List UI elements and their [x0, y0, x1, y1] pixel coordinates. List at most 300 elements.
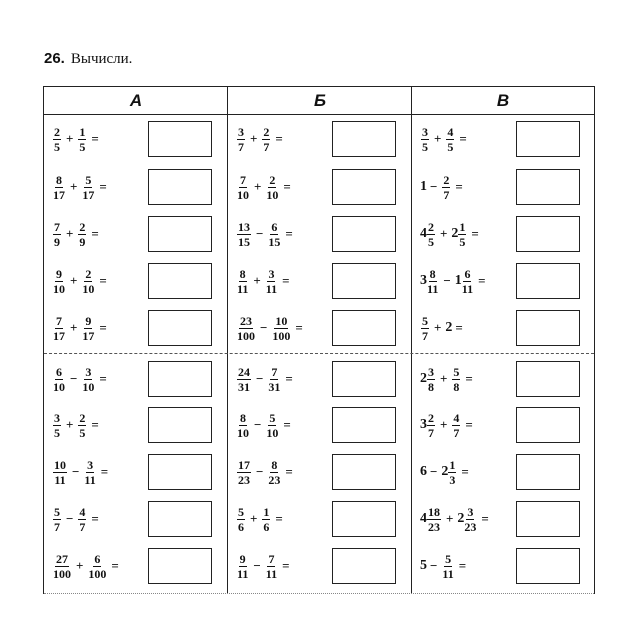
exercise-v-5 — [420, 308, 464, 348]
denominator: 5 — [447, 139, 454, 154]
operator: + — [70, 320, 78, 335]
fraction — [53, 315, 65, 342]
numerator: 9 — [56, 266, 62, 281]
whole-part: 3 — [420, 417, 427, 432]
exercise-v-9 — [420, 499, 490, 539]
numerator: 2 — [79, 219, 86, 234]
exercise-a-5 — [52, 308, 108, 348]
whole-part: 4 — [420, 511, 427, 526]
fraction — [82, 268, 94, 295]
denominator: 7 — [263, 139, 270, 154]
exercise-a-2 — [52, 167, 108, 207]
expression — [52, 553, 120, 580]
fraction — [262, 126, 270, 153]
numerator: 2 — [263, 124, 270, 139]
exercise-table — [43, 86, 595, 594]
expression — [236, 174, 292, 201]
exercise-a-7 — [52, 405, 100, 445]
expression — [420, 459, 470, 486]
answer-box-v-6[interactable] — [516, 361, 580, 397]
fraction — [53, 506, 61, 533]
operator: = — [91, 417, 99, 432]
fraction — [237, 366, 251, 393]
exercise-b-10 — [236, 546, 291, 586]
column-divider — [227, 87, 228, 594]
denominator: 17 — [53, 328, 65, 343]
exercise-b-2 — [236, 167, 292, 207]
operator: − — [254, 417, 262, 432]
fraction — [237, 459, 251, 486]
numerator: 3 — [238, 124, 244, 139]
fraction — [53, 174, 65, 201]
numerator: 7 — [240, 172, 246, 187]
fraction — [427, 268, 438, 295]
answer-box-a-10[interactable] — [148, 548, 212, 584]
denominator: 23 — [428, 519, 440, 534]
operator: + — [250, 131, 258, 146]
denominator: 10 — [82, 281, 95, 296]
fraction — [237, 174, 249, 201]
fraction — [237, 221, 251, 248]
fraction — [266, 268, 277, 295]
numerator: 8 — [239, 266, 246, 281]
answer-box-v-9[interactable] — [516, 501, 580, 537]
numerator: 9 — [239, 551, 246, 566]
numerator: 2 — [85, 266, 92, 281]
fraction — [53, 553, 71, 580]
whole-part: 1 — [454, 273, 462, 288]
numerator: 8 — [271, 457, 278, 472]
fraction — [82, 366, 94, 393]
operator: = — [99, 179, 107, 194]
expression — [236, 366, 294, 393]
whole-number: 1 — [420, 179, 427, 194]
fraction — [421, 315, 429, 342]
operator: + — [70, 273, 78, 288]
numerator: 5 — [54, 504, 60, 519]
answer-box-b-5[interactable] — [332, 310, 396, 346]
numerator: 6 — [464, 266, 471, 281]
expression — [236, 412, 292, 439]
whole-part: 3 — [420, 273, 427, 288]
numerator: 3 — [54, 410, 60, 425]
operator: = — [285, 464, 293, 479]
expression — [52, 174, 108, 201]
denominator: 6 — [263, 519, 270, 534]
fraction — [237, 126, 245, 153]
denominator: 6 — [238, 519, 244, 534]
numerator: 2 — [79, 410, 86, 425]
numerator: 2 — [428, 219, 434, 234]
operator: + — [66, 226, 74, 241]
answer-box-v-8[interactable] — [516, 454, 580, 490]
expression — [420, 412, 474, 439]
numerator: 5 — [269, 410, 276, 425]
operator: + — [76, 558, 84, 573]
operator: − — [253, 558, 261, 573]
operator: = — [465, 371, 473, 386]
expression — [420, 268, 487, 295]
exercise-b-8 — [236, 452, 294, 492]
fraction — [442, 553, 453, 580]
fraction — [266, 553, 277, 580]
expression — [420, 506, 490, 533]
exercise-v-10 — [420, 546, 467, 586]
operator: − — [256, 464, 264, 479]
fraction — [237, 268, 248, 295]
numerator: 4 — [79, 504, 86, 519]
fraction — [266, 174, 278, 201]
answer-box-b-8[interactable] — [332, 454, 396, 490]
exercise-instruction: Вычисли. — [70, 51, 133, 67]
column-header-v: В — [412, 87, 594, 115]
exercise-a-6 — [52, 359, 108, 399]
numerator: 2 — [443, 172, 450, 187]
answer-box-b-2[interactable] — [332, 169, 396, 205]
denominator: 100 — [272, 328, 291, 343]
answer-box-b-6[interactable] — [332, 361, 396, 397]
operator: − — [430, 558, 438, 573]
fraction — [237, 506, 245, 533]
answer-box-b-4[interactable] — [332, 263, 396, 299]
denominator: 11 — [237, 566, 249, 581]
fraction — [53, 366, 65, 393]
mixed-number — [420, 412, 436, 439]
fraction — [82, 315, 94, 342]
expression — [236, 506, 284, 533]
whole-part: 2 — [420, 371, 427, 386]
operator: = — [111, 558, 119, 573]
whole-number: 2 — [445, 320, 453, 335]
numerator: 6 — [94, 551, 101, 566]
numerator: 24 — [238, 364, 250, 379]
operator: = — [465, 417, 473, 432]
denominator: 23 — [268, 472, 281, 487]
denominator: 17 — [82, 328, 95, 343]
answer-box-a-6[interactable] — [148, 361, 212, 397]
numerator: 1 — [459, 219, 466, 234]
denominator: 7 — [453, 425, 460, 440]
expression — [236, 268, 291, 295]
exercise-b-7 — [236, 405, 292, 445]
exercise-b-1 — [236, 119, 284, 159]
answer-box-v-3[interactable] — [516, 216, 580, 252]
denominator: 11 — [84, 472, 96, 487]
denominator: 15 — [268, 234, 281, 249]
denominator: 10 — [82, 379, 95, 394]
operator: − — [256, 226, 264, 241]
numerator: 7 — [54, 219, 60, 234]
expression — [52, 506, 100, 533]
numerator: 6 — [271, 219, 278, 234]
expression — [236, 221, 294, 248]
operator: = — [91, 226, 99, 241]
mixed-number — [455, 268, 474, 295]
numerator: 8 — [429, 266, 436, 281]
expression — [52, 366, 108, 393]
operator: − — [66, 511, 74, 526]
denominator: 10 — [266, 425, 279, 440]
denominator: 5 — [54, 139, 60, 154]
numerator: 8 — [240, 410, 246, 425]
answer-box-b-3[interactable] — [332, 216, 396, 252]
operator: = — [455, 320, 463, 335]
denominator: 7 — [238, 139, 244, 154]
numerator: 5 — [85, 172, 92, 187]
numerator: 23 — [240, 313, 252, 328]
operator: = — [458, 558, 467, 573]
denominator: 17 — [53, 187, 65, 202]
expression — [236, 315, 304, 342]
exercise-v-4 — [420, 261, 487, 301]
denominator: 11 — [461, 281, 474, 296]
fraction — [53, 221, 61, 248]
numerator: 10 — [275, 313, 288, 328]
numerator: 1 — [263, 504, 270, 519]
answer-box-a-2[interactable] — [148, 169, 212, 205]
exercise-v-2 — [420, 167, 464, 207]
whole-part: 2 — [457, 511, 465, 526]
exercise-b-4 — [236, 261, 291, 301]
fraction — [452, 412, 460, 439]
denominator: 5 — [79, 425, 86, 440]
operator: = — [455, 179, 463, 194]
answer-box-a-9[interactable] — [148, 501, 212, 537]
operator: = — [283, 179, 291, 194]
denominator: 10 — [266, 187, 279, 202]
numerator: 7 — [271, 364, 278, 379]
exercise-a-3 — [52, 214, 100, 254]
expression — [420, 315, 464, 342]
operator: = — [481, 511, 489, 526]
denominator: 100 — [237, 328, 255, 343]
answer-box-b-9[interactable] — [332, 501, 396, 537]
expression — [236, 126, 284, 153]
operator: = — [283, 417, 291, 432]
answer-box-b-10[interactable] — [332, 548, 396, 584]
fraction — [272, 315, 290, 342]
whole-part: 2 — [451, 226, 459, 241]
numerator: 4 — [447, 124, 454, 139]
fraction — [446, 126, 454, 153]
column-header-b: Б — [228, 87, 412, 115]
denominator: 5 — [422, 139, 428, 154]
exercise-number: 26. — [44, 50, 65, 67]
numerator: 2 — [428, 410, 434, 425]
operator: + — [66, 417, 74, 432]
numerator: 3 — [428, 364, 434, 379]
answer-box-v-2[interactable] — [516, 169, 580, 205]
whole-part: 4 — [420, 226, 427, 241]
answer-box-b-1[interactable] — [332, 121, 396, 157]
denominator: 7 — [422, 328, 428, 343]
fraction — [237, 553, 248, 580]
fraction — [458, 221, 466, 248]
whole-number: 5 — [420, 558, 427, 573]
operator: = — [478, 273, 486, 288]
fraction — [427, 366, 435, 393]
operator: − — [256, 371, 264, 386]
answer-box-a-1[interactable] — [148, 121, 212, 157]
exercise-a-4 — [52, 261, 108, 301]
exercise-b-9 — [236, 499, 284, 539]
fraction — [53, 126, 61, 153]
expression — [420, 221, 480, 248]
denominator: 23 — [238, 472, 250, 487]
denominator: 5 — [54, 425, 60, 440]
numerator: 2 — [54, 124, 60, 139]
exercise-a-9 — [52, 499, 100, 539]
operator: + — [440, 417, 448, 432]
fraction — [427, 506, 441, 533]
mixed-number — [457, 506, 477, 533]
numerator: 6 — [56, 364, 62, 379]
fraction — [448, 459, 456, 486]
denominator: 10 — [237, 425, 249, 440]
operator: = — [91, 511, 99, 526]
numerator: 13 — [238, 219, 250, 234]
fraction — [421, 126, 429, 153]
operator: = — [471, 226, 479, 241]
whole-number: 6 — [420, 464, 427, 479]
denominator: 10 — [53, 379, 65, 394]
operator: = — [275, 511, 283, 526]
fraction — [442, 174, 450, 201]
exercise-b-3 — [236, 214, 294, 254]
column-header-a: А — [44, 87, 228, 115]
operator: + — [66, 131, 74, 146]
numerator: 9 — [85, 313, 92, 328]
numerator: 4 — [453, 410, 460, 425]
exercise-v-8 — [420, 452, 470, 492]
numerator: 3 — [268, 266, 275, 281]
section-divider — [44, 353, 594, 354]
fraction — [237, 412, 249, 439]
denominator: 7 — [54, 519, 60, 534]
answer-box-v-4[interactable] — [516, 263, 580, 299]
operator: + — [440, 226, 448, 241]
fraction — [53, 459, 67, 486]
operator: − — [430, 464, 438, 479]
column-divider — [411, 87, 412, 594]
operator: = — [275, 131, 283, 146]
expression — [52, 221, 100, 248]
denominator: 15 — [238, 234, 250, 249]
denominator: 5 — [428, 234, 434, 249]
operator: + — [434, 320, 442, 335]
numerator: 1 — [449, 457, 456, 472]
numerator: 7 — [268, 551, 275, 566]
fraction — [268, 459, 280, 486]
denominator: 100 — [53, 566, 71, 581]
denominator: 9 — [54, 234, 60, 249]
answer-box-a-8[interactable] — [148, 454, 212, 490]
operator: − — [70, 371, 78, 386]
operator: + — [434, 131, 442, 146]
fraction — [88, 553, 106, 580]
mixed-number — [420, 268, 439, 295]
operator: − — [443, 273, 451, 288]
expression — [52, 315, 108, 342]
operator: + — [253, 273, 261, 288]
denominator: 31 — [238, 379, 250, 394]
operator: + — [446, 511, 454, 526]
denominator: 7 — [79, 519, 86, 534]
numerator: 3 — [85, 364, 92, 379]
denominator: 11 — [265, 566, 278, 581]
fraction — [78, 221, 86, 248]
expression — [420, 174, 464, 201]
fraction — [78, 126, 86, 153]
fraction — [268, 366, 280, 393]
denominator: 10 — [237, 187, 249, 202]
denominator: 9 — [79, 234, 86, 249]
fraction — [268, 221, 280, 248]
mixed-number — [420, 221, 436, 248]
answer-box-b-7[interactable] — [332, 407, 396, 443]
exercise-v-7 — [420, 405, 474, 445]
answer-box-a-3[interactable] — [148, 216, 212, 252]
fraction — [427, 221, 435, 248]
operator: = — [459, 131, 467, 146]
exercise-v-3 — [420, 214, 480, 254]
operator: = — [99, 371, 107, 386]
exercise-v-6 — [420, 359, 474, 399]
fraction — [427, 412, 435, 439]
denominator: 5 — [79, 139, 86, 154]
mixed-number — [451, 221, 467, 248]
answer-box-v-7[interactable] — [516, 407, 580, 443]
mixed-number — [441, 459, 457, 486]
numerator: 3 — [87, 457, 94, 472]
expression — [236, 459, 294, 486]
operator: = — [282, 273, 290, 288]
numerator: 5 — [238, 504, 244, 519]
answer-box-v-10[interactable] — [516, 548, 580, 584]
operator: − — [72, 464, 80, 479]
expression — [420, 553, 467, 580]
operator: = — [461, 464, 469, 479]
numerator: 7 — [56, 313, 62, 328]
numerator: 10 — [54, 457, 66, 472]
answer-box-a-7[interactable] — [148, 407, 212, 443]
fraction — [78, 412, 86, 439]
whole-part: 2 — [441, 464, 449, 479]
numerator: 8 — [56, 172, 62, 187]
operator: = — [285, 226, 293, 241]
operator: − — [260, 320, 268, 335]
fraction — [462, 268, 473, 295]
answer-box-v-1[interactable] — [516, 121, 580, 157]
fraction — [452, 366, 460, 393]
answer-box-v-5[interactable] — [516, 310, 580, 346]
numerator: 17 — [238, 457, 250, 472]
numerator: 3 — [422, 124, 428, 139]
answer-box-a-5[interactable] — [148, 310, 212, 346]
exercise-a-8 — [52, 452, 109, 492]
fraction — [53, 268, 65, 295]
operator: = — [285, 371, 293, 386]
operator: = — [100, 464, 109, 479]
expression — [420, 366, 474, 393]
operator: = — [295, 320, 303, 335]
fraction — [266, 412, 278, 439]
fraction — [237, 315, 255, 342]
table-bottom-line — [44, 593, 594, 594]
denominator: 23 — [464, 519, 477, 534]
operator: = — [282, 558, 290, 573]
answer-box-a-4[interactable] — [148, 263, 212, 299]
